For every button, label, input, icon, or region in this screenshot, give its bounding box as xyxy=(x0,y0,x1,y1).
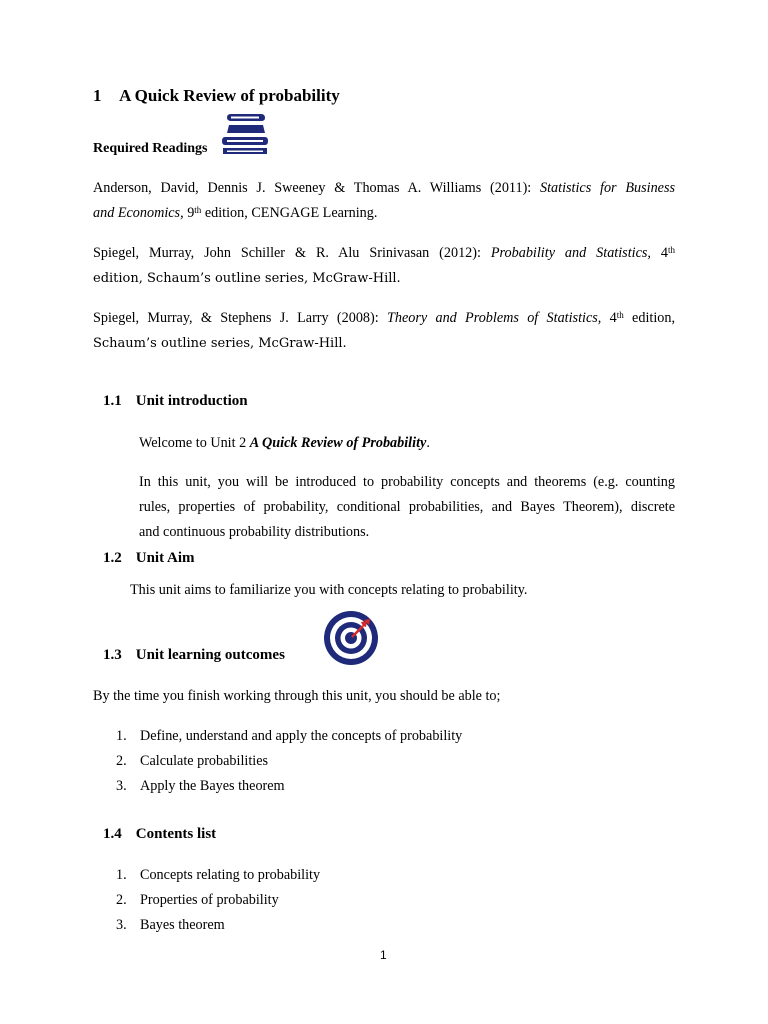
list-item xyxy=(116,774,462,799)
contents-list xyxy=(116,863,320,938)
section-title: Unit introduction xyxy=(135,393,248,409)
list-number: 3. xyxy=(116,917,127,933)
reference-authors: Spiegel, Murray, John Schiller & R. Alu Srinivasan (2012): xyxy=(93,245,491,261)
reference-3 xyxy=(93,306,675,356)
reference-title: Theory and Problems of Statistics, xyxy=(386,310,602,326)
aim-text: This unit aims to familiarize you with concepts relating to probability. xyxy=(130,582,528,598)
section-heading-1-2 xyxy=(103,550,195,567)
section-title: Contents list xyxy=(135,826,217,842)
list-text: Apply the Bayes theorem xyxy=(140,778,285,794)
page-heading xyxy=(93,86,340,106)
target-icon xyxy=(323,610,379,666)
reference-authors: Anderson, David, Dennis J. Sweeney & Thomas A. Williams (2011): xyxy=(93,180,541,196)
outcomes-lead: By the time you finish working through this unit, you should be able to; xyxy=(93,688,501,704)
section-number: 1.4 xyxy=(103,826,122,842)
welcome-text xyxy=(139,435,430,452)
list-item xyxy=(116,749,462,774)
reference-edition-num: , 9 xyxy=(180,205,195,221)
reference-2 xyxy=(93,241,675,291)
list-text: Bayes theorem xyxy=(140,917,225,933)
list-number: 3. xyxy=(116,778,127,794)
books-icon xyxy=(221,112,269,156)
list-text: Calculate probabilities xyxy=(140,753,269,769)
list-text: Define, understand and apply the concepts of probability xyxy=(140,728,463,744)
welcome-unit-title: A Quick Review of Probability xyxy=(249,435,427,451)
outcomes-list xyxy=(116,724,462,799)
list-text: Concepts relating to probability xyxy=(140,867,321,883)
welcome-post: . xyxy=(426,435,430,451)
reference-publisher: edition, CENGAGE Learning. xyxy=(201,205,378,221)
list-number: 1. xyxy=(116,728,127,744)
reference-title: Probability and Statistics, xyxy=(490,245,651,261)
section-number: 1.2 xyxy=(103,550,122,566)
list-item xyxy=(116,888,320,913)
list-number: 2. xyxy=(116,753,127,769)
welcome-pre: Welcome to Unit 2 xyxy=(139,435,250,451)
required-readings-label: Required Readings xyxy=(93,141,208,156)
reference-edition-text: edition, xyxy=(623,310,675,326)
reference-publisher: Schaum’s outline series, McGraw-Hill. xyxy=(93,336,347,351)
section-title: Unit Aim xyxy=(135,550,195,566)
section-heading-1-1 xyxy=(103,393,248,410)
section-number: 1.3 xyxy=(103,647,122,663)
reference-edition-num: 4 xyxy=(650,245,668,261)
reference-authors: Spiegel, Murray, & Stephens J. Larry (2008): xyxy=(93,310,387,326)
section-heading-1-4 xyxy=(103,826,216,843)
intro-paragraph xyxy=(139,470,675,545)
reference-edition-sup: th xyxy=(194,205,202,215)
reference-title-cont: and Economics xyxy=(93,205,181,221)
intro-line: and continuous probability distributions. xyxy=(139,524,370,540)
heading-title: A Quick Review of probability xyxy=(119,86,340,105)
list-number: 2. xyxy=(116,892,127,908)
section-title: Unit learning outcomes xyxy=(135,647,285,663)
section-heading-1-3 xyxy=(103,647,285,664)
reference-1 xyxy=(93,176,675,226)
intro-line: In this unit, you will be introduced to probability concepts and theorems (e.g. counting xyxy=(139,474,675,490)
list-item xyxy=(116,913,320,938)
section-number: 1.1 xyxy=(103,393,122,409)
reference-edition-sup: th xyxy=(667,245,675,255)
intro-line: rules, properties of probability, conditional probabilities, and Bayes Theorem), discrete xyxy=(139,499,675,515)
reference-edition-sup: th xyxy=(616,310,624,320)
list-text: Properties of probability xyxy=(140,892,279,908)
heading-number: 1 xyxy=(93,86,102,105)
reference-publisher: edition, Schaum’s outline series, McGraw-Hill. xyxy=(93,271,401,286)
reference-edition-num: 4 xyxy=(601,310,617,326)
list-number: 1. xyxy=(116,867,127,883)
list-item xyxy=(116,724,462,749)
list-item xyxy=(116,863,320,888)
reference-title: Statistics for Business xyxy=(540,180,676,196)
page-number: 1 xyxy=(380,948,387,962)
